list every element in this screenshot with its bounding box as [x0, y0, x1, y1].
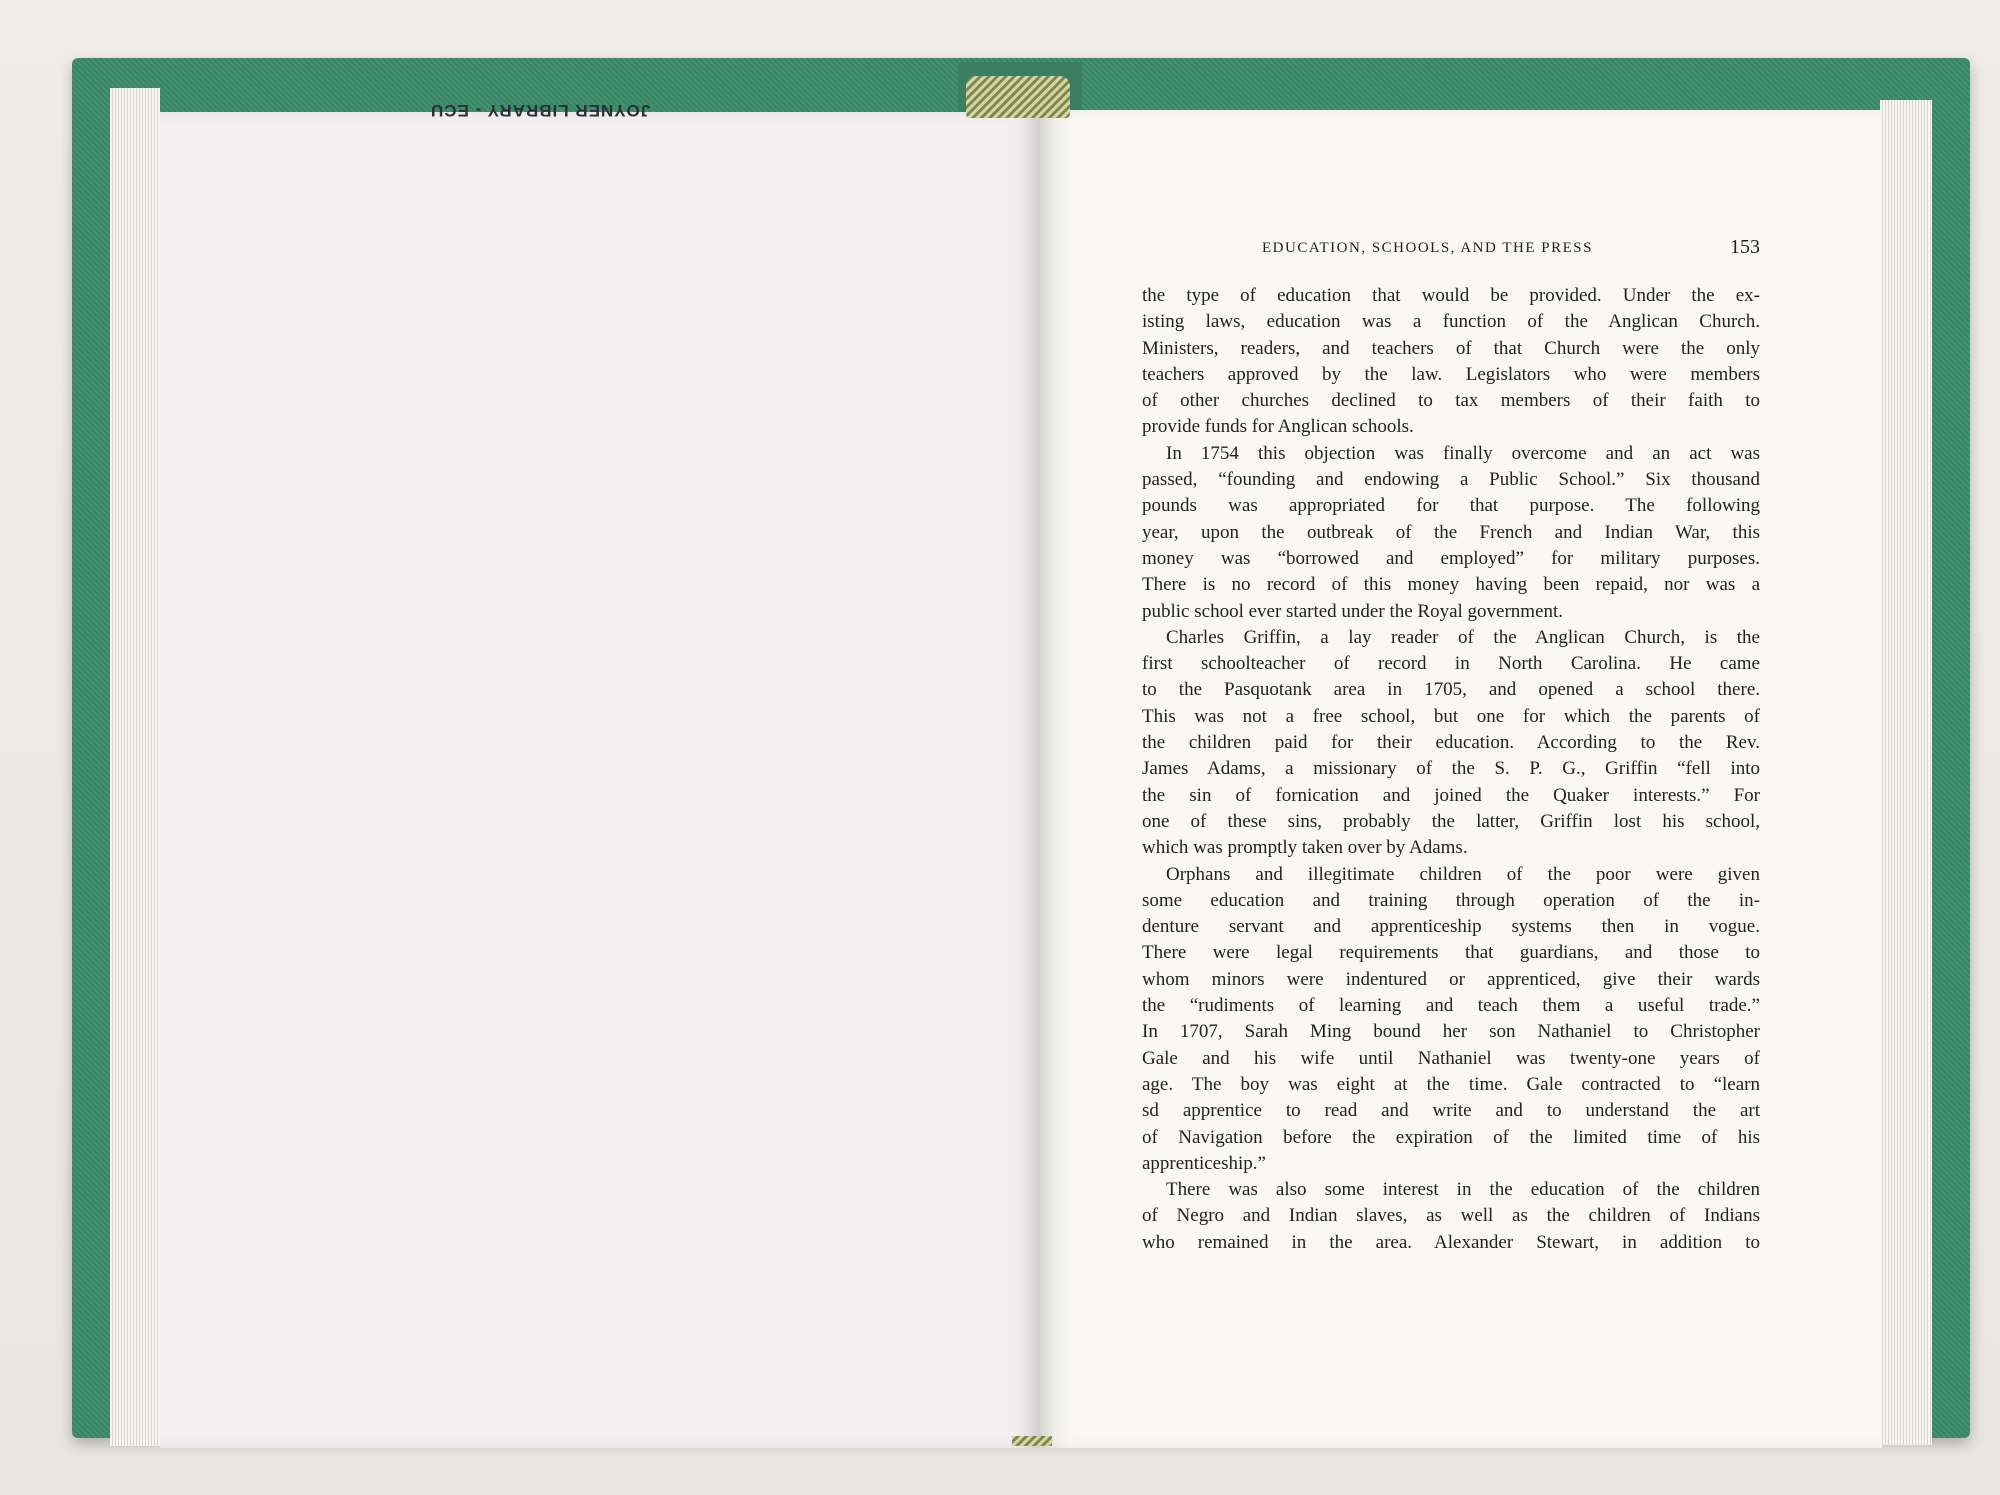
text-line: In 1754 this objection was finally overcome and an act was	[1166, 442, 1760, 464]
library-stamp: JOYNER LIBRARY - ECU	[430, 101, 651, 120]
text-line: In 1707, Sarah Ming bound her son Nathaniel to Christopher	[1142, 1021, 1760, 1043]
text-line: the “rudiments of learning and teach them a useful trade.”	[1142, 995, 1760, 1017]
text-line: age. The boy was eight at the time. Gale contracted to “learn	[1142, 1073, 1760, 1095]
text-line: Gale and his wife until Nathaniel was twenty-one years of	[1142, 1047, 1760, 1069]
text-line: who remained in the area. Alexander Stewart, in addition to	[1142, 1231, 1760, 1253]
text-line: There was also some interest in the education of the children	[1166, 1179, 1760, 1201]
text-line: of other churches declined to tax members of their faith to	[1142, 390, 1760, 412]
text-line: pounds was appropriated for that purpose. The following	[1142, 495, 1760, 517]
text-line: apprenticeship.”	[1142, 1152, 1266, 1174]
text-line: to the Pasquotank area in 1705, and opened a school there.	[1142, 679, 1760, 701]
running-head: EDUCATION, SCHOOLS, AND THE PRESS	[1262, 240, 1593, 256]
tailband	[1012, 1436, 1052, 1446]
body-text	[1142, 283, 1760, 1256]
text-line: public school ever started under the Royal government.	[1142, 600, 1564, 622]
text-line: Orphans and illegitimate children of the poor were given	[1166, 863, 1760, 885]
text-line: passed, “founding and endowing a Public School.” Six thousand	[1142, 469, 1760, 491]
headband	[966, 76, 1070, 118]
text-line: the type of education that would be provided. Under the ex-	[1142, 285, 1760, 306]
left-page-edges	[110, 88, 160, 1446]
text-line: money was “borrowed and employed” for military purposes.	[1142, 547, 1760, 569]
text-line: year, upon the outbreak of the French and Indian War, this	[1142, 521, 1760, 543]
right-page-edges	[1880, 100, 1932, 1445]
text-line: some education and training through operation of the in-	[1142, 889, 1760, 911]
text-line: There were legal requirements that guardians, and those to	[1142, 942, 1760, 964]
text-line: teachers approved by the law. Legislators who were members	[1142, 363, 1760, 385]
text-line: first schoolteacher of record in North Carolina. He came	[1142, 653, 1760, 675]
text-line: isting laws, education was a function of the Anglican Church.	[1142, 311, 1760, 333]
text-line: of Negro and Indian slaves, as well as the children of Indians	[1142, 1205, 1760, 1227]
text-line: the sin of fornication and joined the Quaker interests.” For	[1142, 784, 1760, 806]
text-line: There is no record of this money having been repaid, nor was a	[1142, 574, 1760, 596]
left-page	[160, 112, 1040, 1448]
text-line: one of these sins, probably the latter, Griffin lost his school,	[1142, 810, 1760, 832]
text-line: the children paid for their education. According to the Rev.	[1142, 732, 1760, 754]
text-line: of Navigation before the expiration of the limited time of his	[1142, 1126, 1760, 1148]
text-line: denture servant and apprenticeship systems then in vogue.	[1142, 916, 1760, 938]
text-line: James Adams, a missionary of the S. P. G., Griffin “fell into	[1142, 758, 1760, 780]
page-header	[1142, 236, 1760, 264]
text-line: This was not a free school, but one for which the parents of	[1142, 705, 1760, 727]
text-line: Charles Griffin, a lay reader of the Anglican Church, is the	[1166, 626, 1760, 648]
text-line: Ministers, readers, and teachers of that Church were the only	[1142, 337, 1760, 359]
text-line: sd apprentice to read and write and to understand the art	[1142, 1100, 1760, 1122]
page-number: 153	[1730, 236, 1760, 258]
text-line: whom minors were indentured or apprenticed, give their wards	[1142, 968, 1760, 990]
text-line: provide funds for Anglican schools.	[1142, 416, 1414, 438]
text-line: which was promptly taken over by Adams.	[1142, 837, 1468, 859]
